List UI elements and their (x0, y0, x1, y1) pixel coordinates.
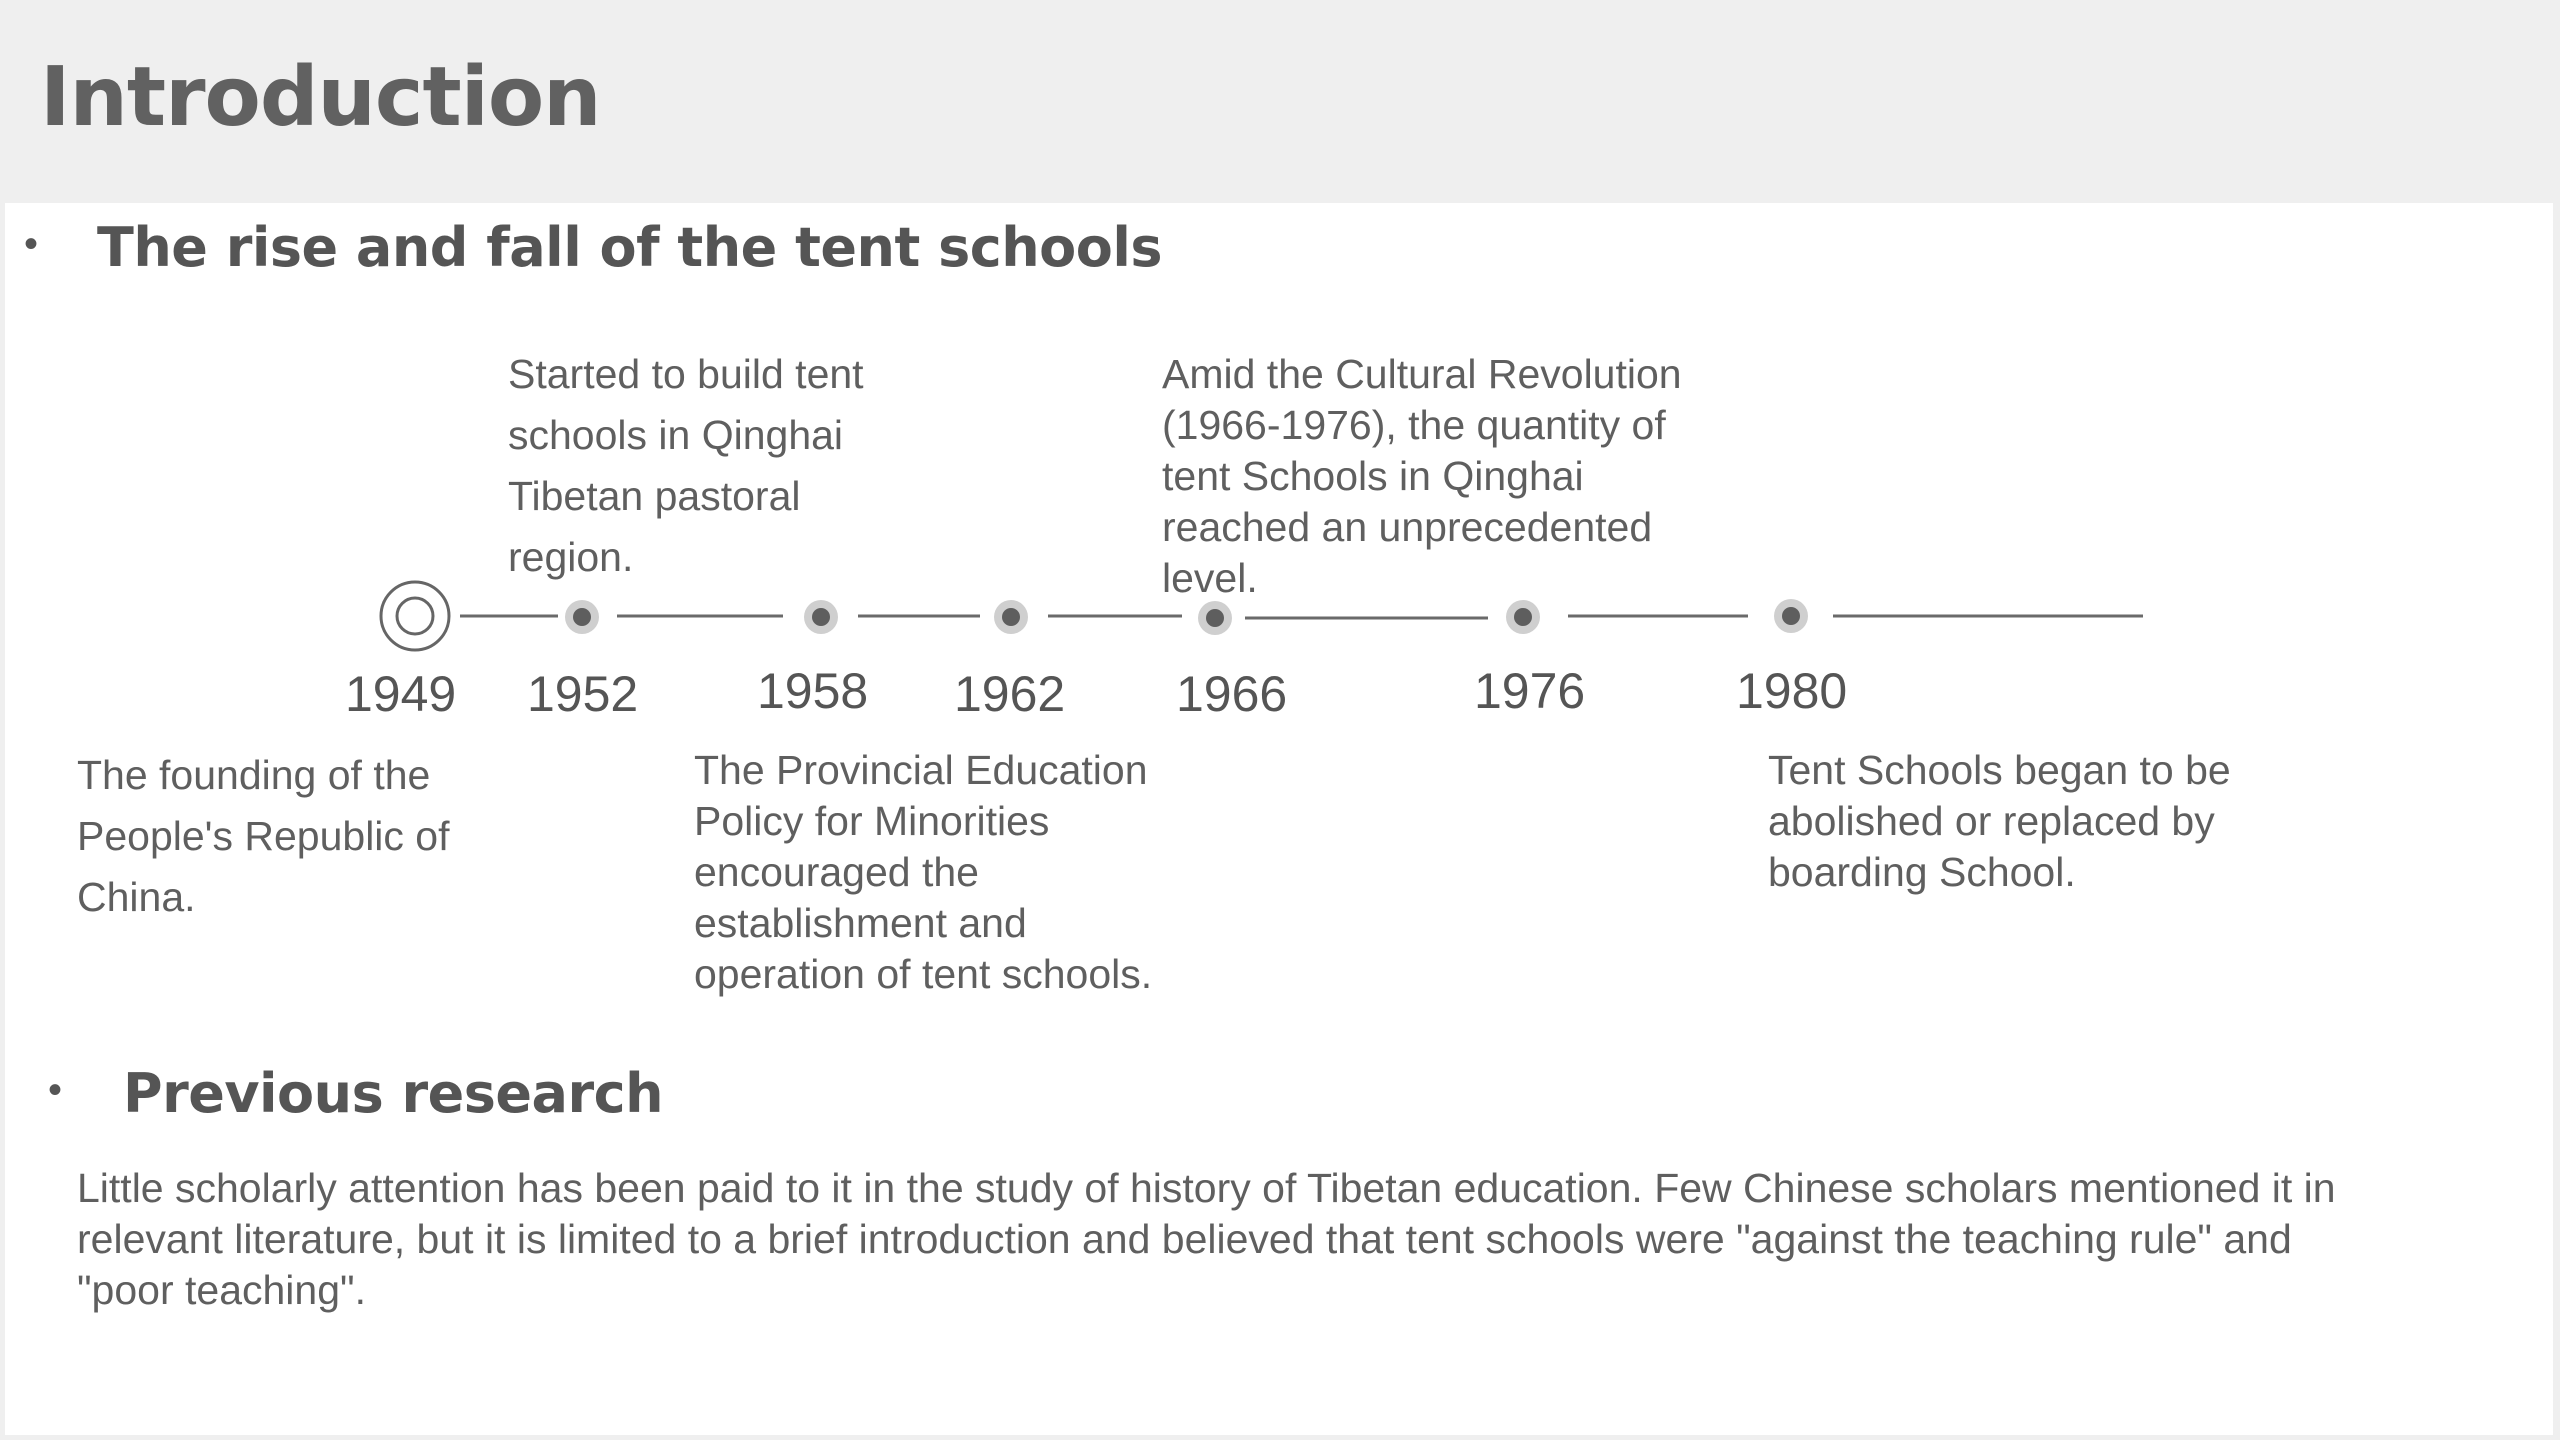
event-line: People's Republic of (77, 813, 450, 859)
event-1958 (694, 745, 1152, 1000)
bullet-icon: • (48, 1068, 63, 1112)
event-line: level. (1162, 555, 1258, 601)
event-1980 (1768, 745, 2231, 898)
event-line: region. (508, 534, 634, 580)
event-line: reached an unprecedented (1162, 504, 1653, 550)
event-line: Policy for Minorities (694, 798, 1050, 844)
year-label-1958: 1958 (757, 663, 869, 719)
event-line: (1966-1976), the quantity of (1162, 402, 1666, 448)
year-label-1962: 1962 (954, 666, 1066, 722)
section-heading-previous-research: Previous research (123, 1062, 664, 1125)
event-line: The Provincial Education (694, 747, 1148, 793)
event-line: tent Schools in Qinghai (1162, 453, 1584, 499)
timeline-dot-icon-1976 (1506, 600, 1540, 634)
timeline-dot-icon-1958 (804, 600, 838, 634)
event-line: Tibetan pastoral (508, 473, 801, 519)
slide-title: Introduction (40, 50, 601, 145)
event-line: The founding of the (77, 752, 431, 798)
timeline-dot-icon-1966 (1198, 601, 1232, 635)
previous-research-paragraph: Little scholarly attention has been paid to it in the study of history of Tibetan education. Few Chinese scholars mentioned it in relevant literature, but it is limited to a brief introduction and believed that tent schools were "against the teaching rule" and "poor teaching". (77, 1165, 2336, 1313)
year-label-1966: 1966 (1176, 666, 1288, 722)
event-line: establishment and (694, 900, 1027, 946)
event-line: operation of tent schools. (694, 951, 1153, 997)
event-line: Tent Schools began to be (1768, 747, 2231, 793)
event-1949 (77, 745, 450, 928)
bullet-icon: • (24, 222, 39, 266)
event-line: abolished or replaced by (1768, 798, 2215, 844)
timeline-dot-icon-1952 (565, 600, 599, 634)
event-1952 (508, 344, 864, 588)
event-line: Started to build tent (508, 351, 864, 397)
timeline-dot-icon-1980 (1774, 599, 1808, 633)
event-line: Amid the Cultural Revolution (1162, 351, 1682, 397)
event-line: China. (77, 874, 196, 920)
event-line: encouraged the (694, 849, 979, 895)
event-1966 (1162, 349, 1682, 604)
year-label-1976: 1976 (1474, 663, 1586, 719)
event-line: boarding School. (1768, 849, 2076, 895)
year-label-1980: 1980 (1736, 663, 1848, 719)
year-label-1949: 1949 (345, 666, 457, 722)
event-line: schools in Qinghai (508, 412, 844, 458)
timeline-dot-icon-1962 (994, 600, 1028, 634)
section-heading-tent-schools: The rise and fall of the tent schools (97, 216, 1163, 279)
year-label-1952: 1952 (527, 666, 639, 722)
timeline-start-marker (381, 582, 449, 650)
